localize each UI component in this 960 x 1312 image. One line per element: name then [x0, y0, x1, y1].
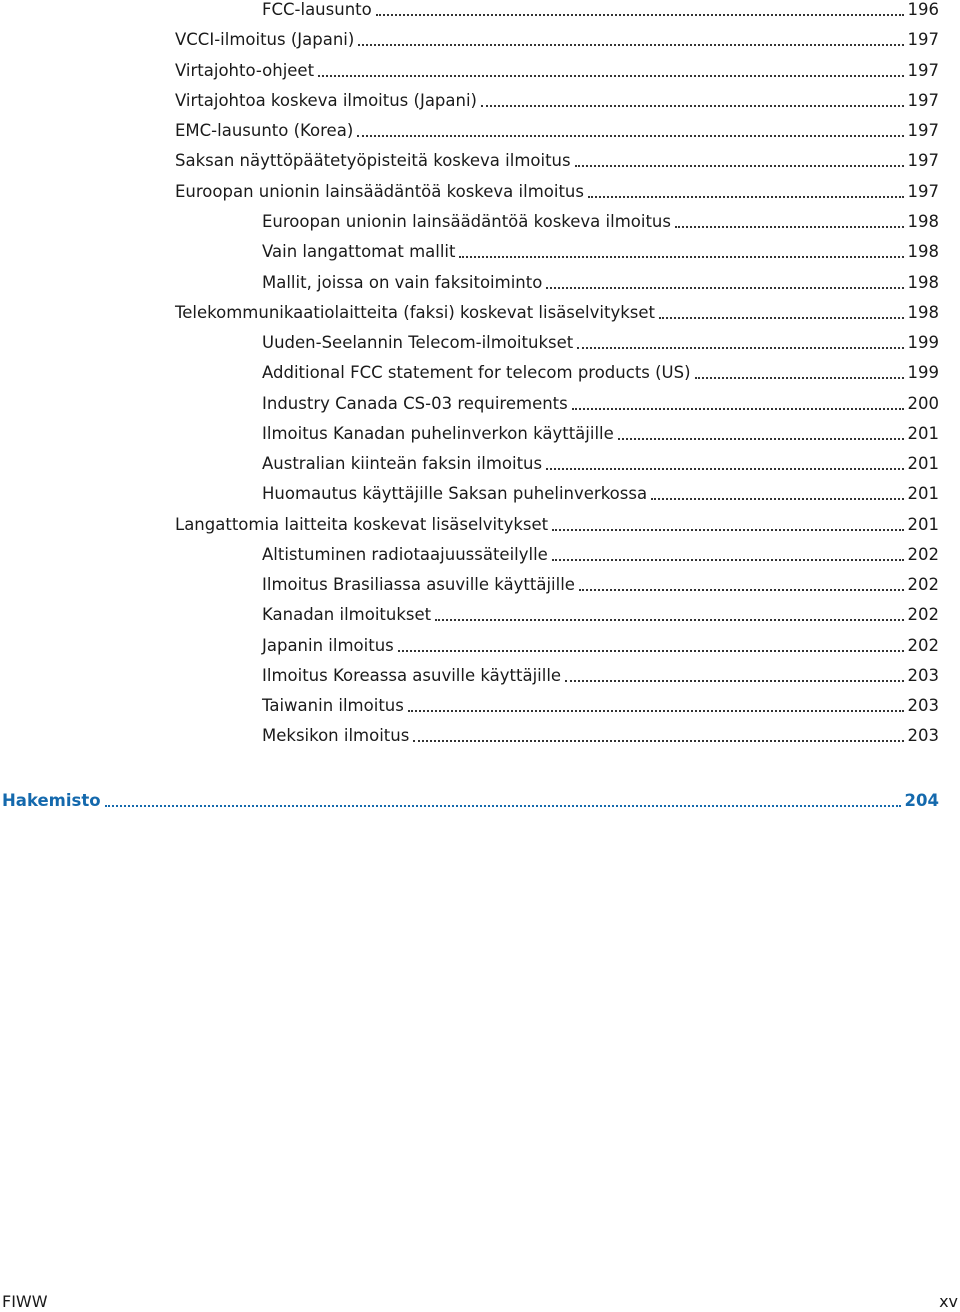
dot-leader: [459, 256, 903, 258]
toc-entry[interactable]: [262, 595, 939, 625]
toc-entry-title: Kanadan ilmoitukset: [262, 605, 432, 624]
toc-entry-page: 202: [907, 636, 939, 655]
toc-entry[interactable]: [262, 535, 939, 565]
toc-entry-title: Saksan näyttöpäätetyöpisteitä koskeva ilmoitus: [175, 151, 571, 170]
dot-leader: [651, 498, 903, 500]
toc-entry-page: 202: [907, 545, 939, 564]
toc-entry-page: 199: [907, 363, 939, 382]
dot-leader: [413, 740, 903, 742]
toc-entry-page: 201: [907, 484, 939, 503]
toc-entry-title: Huomautus käyttäjille Saksan puhelinverkossa: [262, 484, 648, 503]
toc-entry-title: Japanin ilmoitus: [262, 636, 394, 655]
toc-entry-page: 203: [907, 696, 939, 715]
dot-leader: [588, 196, 904, 198]
toc-entry-title: Altistuminen radiotaajuussäteilylle: [262, 545, 548, 564]
dot-leader: [572, 408, 904, 410]
dot-leader: [618, 438, 904, 440]
dot-leader: [552, 529, 903, 531]
toc-entry-page: 199: [907, 333, 939, 352]
toc-entry-page: 201: [907, 454, 939, 473]
toc-chapter-title: Hakemisto: [2, 791, 101, 810]
dot-leader: [675, 226, 904, 228]
toc-entry-page: 201: [907, 515, 939, 534]
toc-entry-page: 196: [907, 0, 939, 19]
footer-doc-code: FIWW: [2, 1292, 48, 1311]
toc-entry-title: Meksikon ilmoitus: [262, 726, 410, 745]
dot-leader: [659, 317, 904, 319]
dot-leader: [357, 135, 903, 137]
toc-chapter-entry[interactable]: [2, 781, 939, 811]
toc-entry-title: Mallit, joissa on vain faksitoiminto: [262, 273, 543, 292]
dot-leader: [565, 680, 903, 682]
toc-entry[interactable]: [262, 626, 939, 656]
dot-leader: [575, 165, 904, 167]
toc-chapter-page: 204: [904, 791, 939, 810]
toc-entry-title: Langattomia laitteita koskevat lisäselvitykset: [175, 515, 549, 534]
toc-entry[interactable]: [175, 141, 939, 171]
dot-leader: [552, 559, 904, 561]
dot-leader: [546, 287, 903, 289]
toc-entry-title: Vain langattomat mallit: [262, 242, 456, 261]
dot-leader: [318, 75, 903, 77]
toc-entry[interactable]: [262, 686, 939, 716]
toc-entry[interactable]: [262, 0, 939, 20]
toc-entry-page: 202: [907, 605, 939, 624]
toc-entry-page: 198: [907, 273, 939, 292]
toc-entry-title: Ilmoitus Kanadan puhelinverkon käyttäjille: [262, 424, 614, 443]
toc-entry-page: 198: [907, 303, 939, 322]
toc-entry[interactable]: [262, 474, 939, 504]
toc-entry-title: Virtajohtoa koskeva ilmoitus (Japani): [175, 91, 477, 110]
dot-leader: [358, 44, 903, 46]
toc-entry-page: 197: [907, 151, 939, 170]
toc-entry-page: 197: [907, 91, 939, 110]
dot-leader: [435, 619, 903, 621]
toc-entry[interactable]: [175, 111, 939, 141]
toc-entry[interactable]: [175, 51, 939, 81]
toc-entry-page: 200: [907, 394, 939, 413]
toc-entry-page: 197: [907, 182, 939, 201]
toc-entry[interactable]: [262, 716, 939, 746]
toc-entry[interactable]: [262, 263, 939, 293]
toc-entry-title: Euroopan unionin lainsäädäntöä koskeva ilmoitus: [262, 212, 671, 231]
footer-page-number: xv: [939, 1292, 958, 1311]
toc-entry-title: Euroopan unionin lainsäädäntöä koskeva ilmoitus: [175, 182, 584, 201]
toc-entry-page: 197: [907, 30, 939, 49]
toc-entry-title: VCCI-ilmoitus (Japani): [175, 30, 355, 49]
dot-leader: [695, 377, 904, 379]
toc-entry-title: Industry Canada CS-03 requirements: [262, 394, 568, 413]
dot-leader: [105, 805, 901, 807]
toc-entry[interactable]: [175, 20, 939, 50]
dot-leader: [579, 589, 904, 591]
toc-entry[interactable]: [262, 565, 939, 595]
toc-entry-title: Virtajohto-ohjeet: [175, 61, 315, 80]
toc-entry[interactable]: [175, 81, 939, 111]
toc-entry-page: 197: [907, 61, 939, 80]
dot-leader: [398, 650, 904, 652]
toc-entry[interactable]: [262, 414, 939, 444]
toc-entry-title: Additional FCC statement for telecom products (US): [262, 363, 691, 382]
toc-entry-title: Uuden-Seelannin Telecom-ilmoitukset: [262, 333, 574, 352]
toc-entry-page: 203: [907, 726, 939, 745]
toc-entry-title: Telekommunikaatiolaitteita (faksi) koskevat lisäselvitykset: [175, 303, 655, 322]
toc-entry[interactable]: [262, 444, 939, 474]
toc-entry[interactable]: [262, 353, 939, 383]
toc-entry[interactable]: [262, 656, 939, 686]
toc-entry[interactable]: [262, 323, 939, 353]
toc-entry[interactable]: [262, 202, 939, 232]
dot-leader: [376, 14, 904, 16]
toc-entry-page: 202: [907, 575, 939, 594]
dot-leader: [408, 710, 904, 712]
dot-leader: [481, 105, 904, 107]
dot-leader: [546, 468, 903, 470]
toc-entry-page: 198: [907, 242, 939, 261]
dot-leader: [577, 347, 903, 349]
toc-entry-page: 201: [907, 424, 939, 443]
toc-entry[interactable]: [262, 384, 939, 414]
toc-entry-page: 198: [907, 212, 939, 231]
toc-entry-title: Australian kiinteän faksin ilmoitus: [262, 454, 543, 473]
toc-entry-title: FCC-lausunto: [262, 0, 372, 19]
toc-entry[interactable]: [175, 505, 939, 535]
toc-entry-title: EMC-lausunto (Korea): [175, 121, 354, 140]
toc-entry[interactable]: [262, 232, 939, 262]
toc-entry-title: Ilmoitus Koreassa asuville käyttäjille: [262, 666, 562, 685]
toc-entry-title: Ilmoitus Brasiliassa asuville käyttäjille: [262, 575, 575, 594]
toc-entry-title: Taiwanin ilmoitus: [262, 696, 404, 715]
toc-entry[interactable]: [175, 172, 939, 202]
toc-entry-page: 197: [907, 121, 939, 140]
toc-entry-page: 203: [907, 666, 939, 685]
toc-entry[interactable]: [175, 293, 939, 323]
